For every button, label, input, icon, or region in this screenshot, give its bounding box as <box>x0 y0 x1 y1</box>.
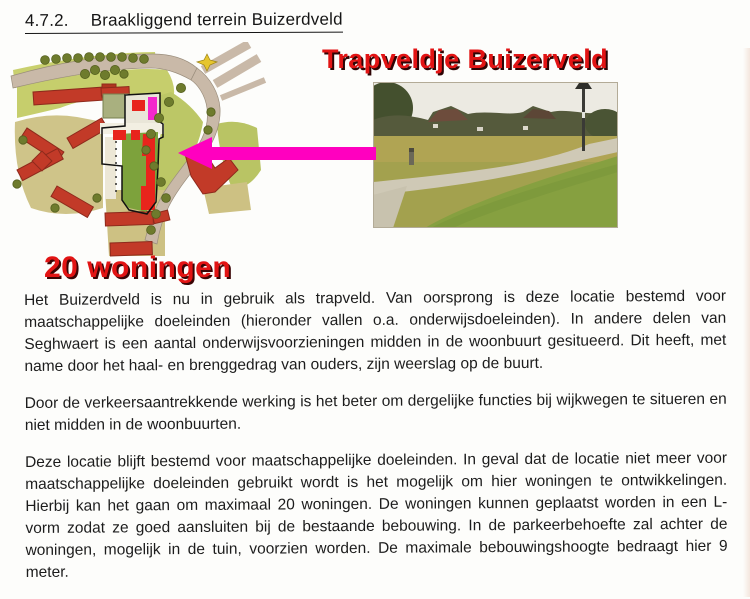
field-photo <box>373 82 618 228</box>
scan-page-edge <box>743 48 750 597</box>
body-text <box>24 286 728 599</box>
section-title: Braakliggend terrein Buizerdveld <box>90 9 343 30</box>
paragraph-1: Het Buizerdveld is nu in gebruik als trapveld. Van oorsprong is deze locatie bestemd voor maatschappelijke doeleinden (hieronder vallen o.a. onderwijsdoeleinden). In andere delen van Seghwaert is een aantal onderwijsvoorzieningen midden in de woonbuurt gesitueerd. Dit heeft, met name door het haal- en brenggedrag van ouders, zijn weerslag op de buurt. <box>24 287 727 375</box>
section-number: 4.7.2. <box>24 10 69 31</box>
map-caption: 20 woningen <box>44 251 232 284</box>
site-plan-map <box>5 42 300 260</box>
paragraph-3: Deze locatie blijft bestemd voor maatschappelijke doeleinden. In geval dat de locatie niet meer voor maatschappelijke doeleinden gebruikt wordt is het mogelijk om hier woningen te ontwikkelingen. Hierbij kan het gaan om maximaal 20 woningen. De woningen kunnen geplaatst worden in een L-vorm zodat ze goed aansluiten bij de bestaande bebouwing. In de parkeerbehoefte zal achter de woningen, mogelijk in de tuin, voorzien worden. De maximale bebouwingshoogte bedraagt hier 9 meter. <box>25 449 728 581</box>
figure-title: Trapveldje Buizerveld <box>322 44 609 74</box>
paragraph-2: Door de verkeersaantrekkende werking is het beter om dergelijke functies bij wijkwegen te situeren en niet midden in de woonbuurten. <box>24 390 727 434</box>
